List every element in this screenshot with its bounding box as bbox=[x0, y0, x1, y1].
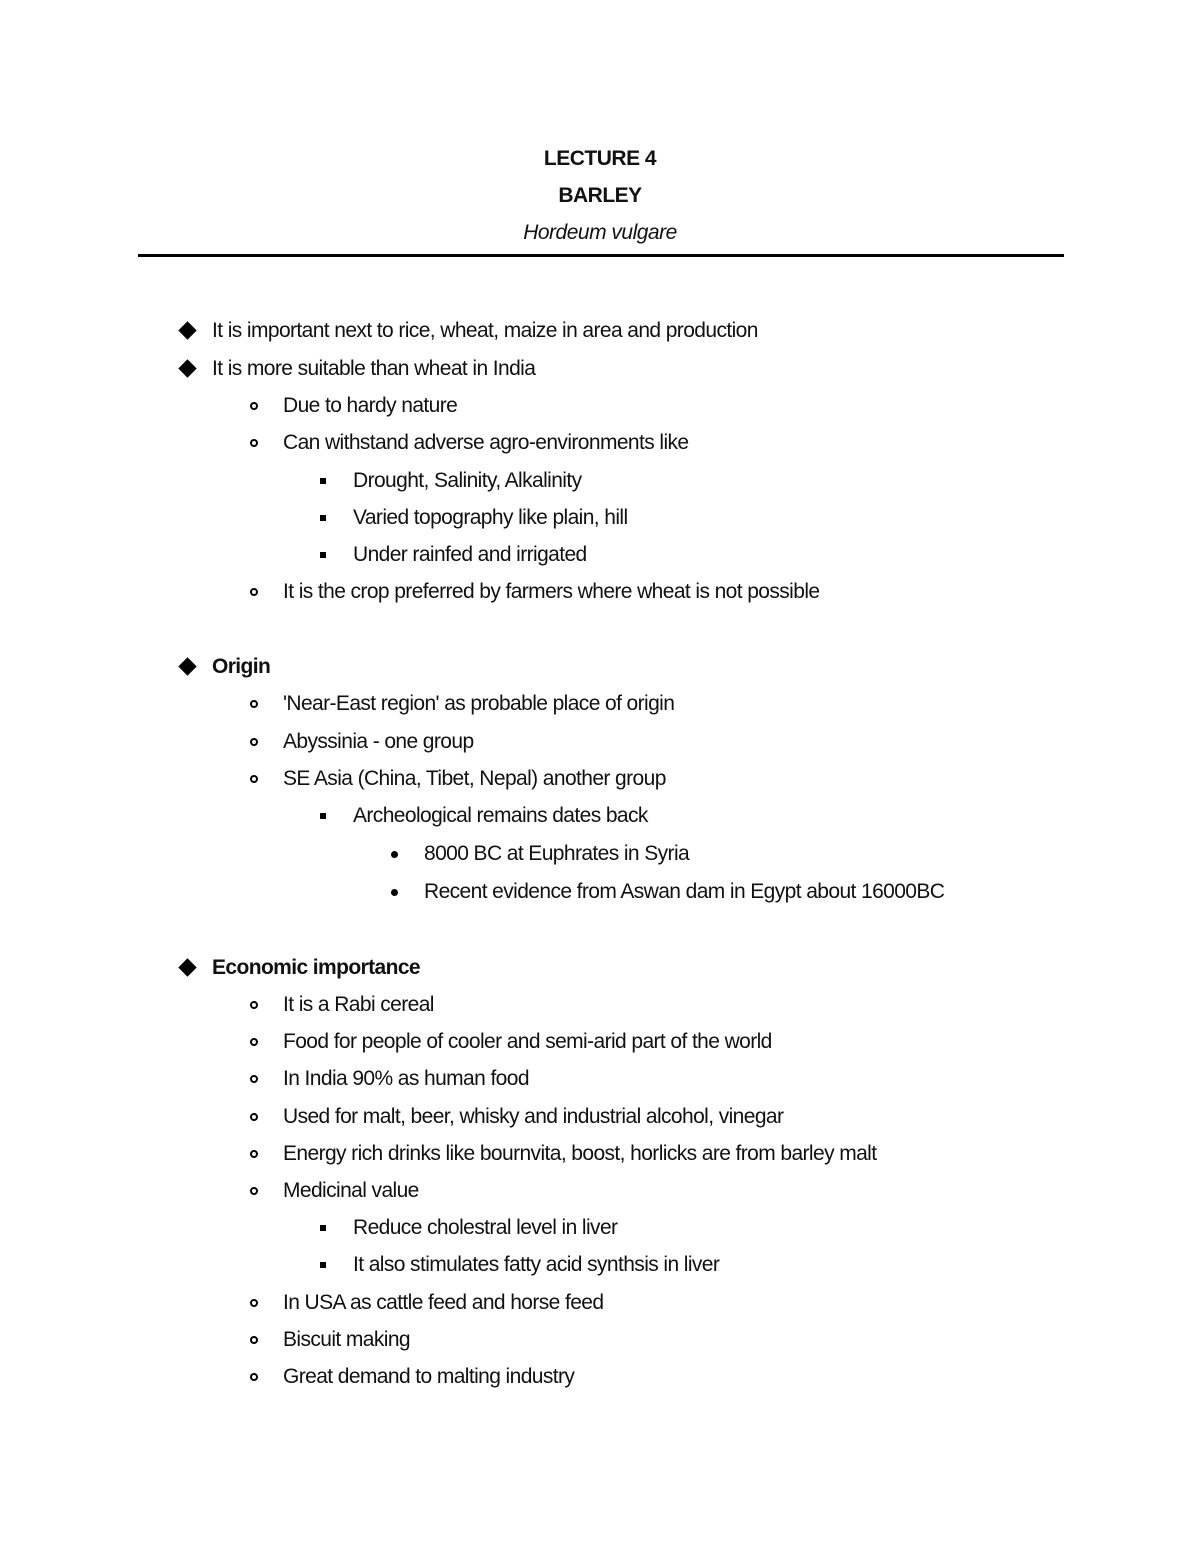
list-item-text: It also stimulates fatty acid synthsis in liver bbox=[353, 1253, 720, 1276]
list-item-text: Used for malt, beer, whisky and industrial alcohol, vinegar bbox=[283, 1105, 784, 1128]
list-item-text: It is important next to rice, wheat, maize in area and production bbox=[212, 319, 758, 342]
circle-bullet-icon bbox=[250, 1299, 258, 1307]
list-item-text: It is more suitable than wheat in India bbox=[212, 357, 536, 380]
list-item-text: It is the crop preferred by farmers where wheat is not possible bbox=[283, 580, 820, 603]
circle-bullet-icon bbox=[250, 588, 258, 596]
list-item-text: Reduce cholestral level in liver bbox=[353, 1216, 618, 1239]
circle-bullet-icon bbox=[250, 775, 258, 783]
circle-bullet-icon bbox=[250, 1187, 258, 1195]
square-bullet-icon bbox=[320, 1262, 326, 1268]
list-item-text: It is a Rabi cereal bbox=[283, 993, 434, 1016]
circle-bullet-icon bbox=[250, 1113, 258, 1121]
list-item-text: Recent evidence from Aswan dam in Egypt about 16000BC bbox=[424, 880, 945, 903]
circle-bullet-icon bbox=[250, 738, 258, 746]
list-item-text: Archeological remains dates back bbox=[353, 804, 648, 827]
circle-bullet-icon bbox=[250, 1150, 258, 1158]
crop-name: BARLEY bbox=[558, 184, 642, 207]
scientific-name: Hordeum vulgare bbox=[523, 221, 677, 244]
title-divider bbox=[138, 254, 1064, 257]
list-item-text: Can withstand adverse agro-environments like bbox=[283, 431, 689, 454]
square-bullet-icon bbox=[320, 1225, 326, 1231]
circle-bullet-icon bbox=[250, 1038, 258, 1046]
circle-bullet-icon bbox=[250, 1373, 258, 1381]
square-bullet-icon bbox=[320, 552, 326, 558]
circle-bullet-icon bbox=[250, 1336, 258, 1344]
list-item-text: Under rainfed and irrigated bbox=[353, 543, 587, 566]
list-item-text: Due to hardy nature bbox=[283, 394, 458, 417]
list-item-text: Energy rich drinks like bournvita, boost, horlicks are from barley malt bbox=[283, 1142, 877, 1165]
square-bullet-icon bbox=[320, 813, 326, 819]
circle-bullet-icon bbox=[250, 439, 258, 447]
circle-bullet-icon bbox=[250, 1001, 258, 1009]
section-heading-text: Origin bbox=[212, 655, 271, 678]
list-item-text: 8000 BC at Euphrates in Syria bbox=[424, 842, 690, 865]
square-bullet-icon bbox=[320, 515, 326, 521]
list-item-text: In India 90% as human food bbox=[283, 1067, 529, 1090]
circle-bullet-icon bbox=[250, 402, 258, 410]
list-item-text: SE Asia (China, Tibet, Nepal) another group bbox=[283, 767, 666, 790]
dot-bullet-icon bbox=[391, 851, 398, 858]
lecture-number: LECTURE 4 bbox=[543, 147, 657, 170]
list-item-text: Biscuit making bbox=[283, 1328, 410, 1351]
diamond-bullet-icon bbox=[178, 958, 196, 976]
circle-bullet-icon bbox=[250, 700, 258, 708]
list-item-text: Great demand to malting industry bbox=[283, 1365, 575, 1388]
list-item-text: Food for people of cooler and semi-arid part of the world bbox=[283, 1030, 772, 1053]
list-item-text: 'Near-East region' as probable place of origin bbox=[283, 692, 675, 715]
list-item-text: Drought, Salinity, Alkalinity bbox=[353, 469, 582, 492]
list-item-text: Abyssinia - one group bbox=[283, 730, 474, 753]
list-item-text: In USA as cattle feed and horse feed bbox=[283, 1291, 604, 1314]
square-bullet-icon bbox=[320, 478, 326, 484]
section-heading-text: Economic importance bbox=[212, 956, 420, 979]
title-block bbox=[0, 140, 1200, 251]
diamond-bullet-icon bbox=[178, 657, 196, 675]
circle-bullet-icon bbox=[250, 1075, 258, 1083]
dot-bullet-icon bbox=[391, 889, 398, 896]
list-item-text: Varied topography like plain, hill bbox=[353, 506, 628, 529]
diamond-bullet-icon bbox=[178, 321, 196, 339]
diamond-bullet-icon bbox=[178, 359, 196, 377]
list-item-text: Medicinal value bbox=[283, 1179, 419, 1202]
